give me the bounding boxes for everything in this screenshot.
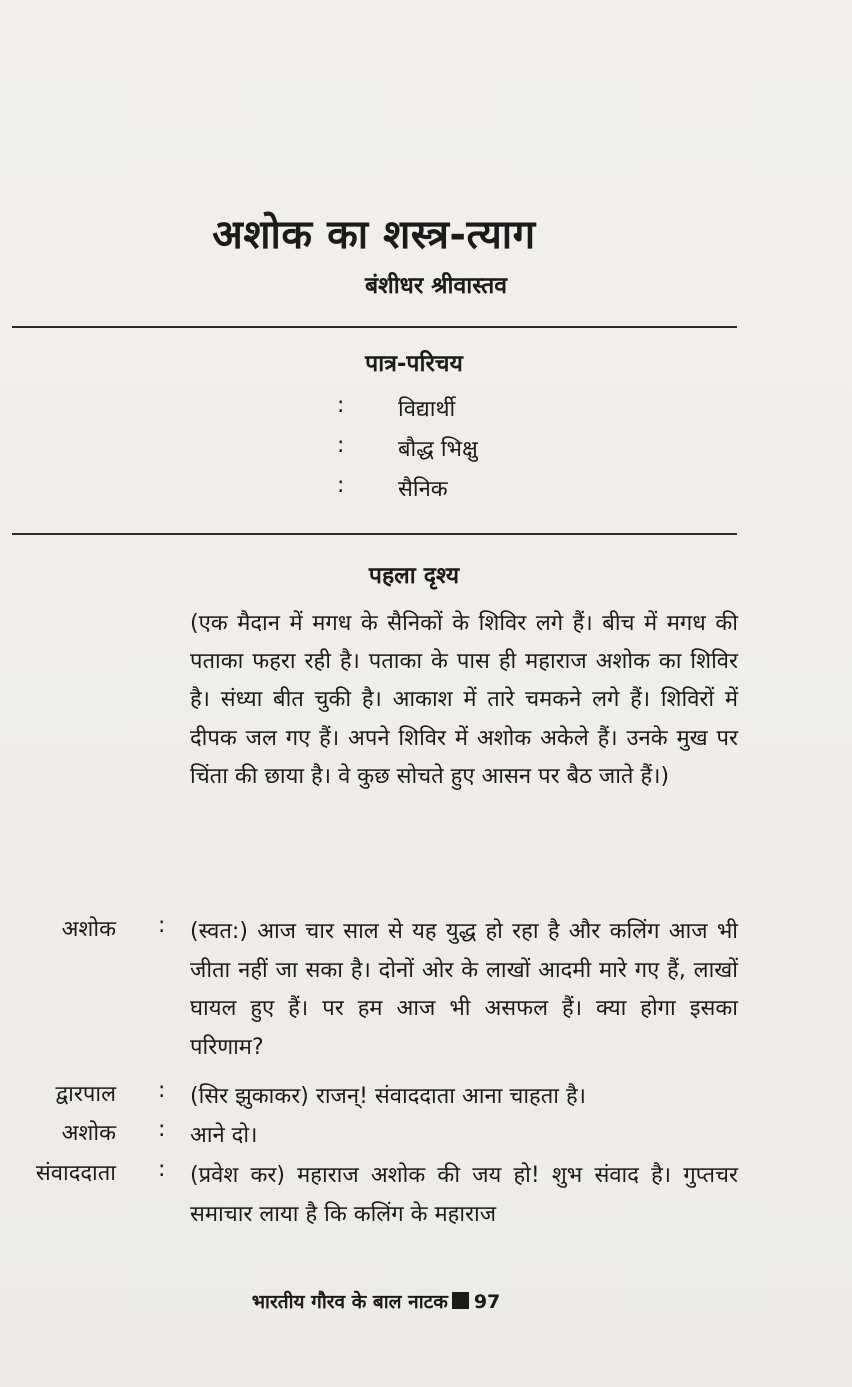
speaker-name: अशोक — [61, 917, 116, 942]
cast-separator: : — [337, 473, 345, 498]
middle-divider — [12, 533, 737, 535]
page-footer — [0, 1288, 802, 1314]
scene-heading: पहला दृश्य — [368, 563, 460, 589]
play-title: अशोक का शस्त्र-त्याग — [212, 212, 536, 258]
cast-heading: पात्र-परिचय — [365, 351, 463, 377]
speaker-name: अशोक — [61, 1121, 116, 1146]
author-name: बंशीधर श्रीवास्तव — [364, 273, 508, 299]
speaker-name: द्वारपाल — [55, 1082, 116, 1107]
top-divider — [12, 326, 737, 328]
page-number: 97 — [473, 1291, 501, 1313]
square-bullet-icon — [452, 1292, 469, 1309]
dialogue-text: (सिर झुकाकर) राजन्! संवाददाता आना चाहता है। — [190, 1084, 586, 1109]
book-title: भारतीय गौरव के बाल नाटक — [251, 1291, 448, 1313]
dialogue-separator: : — [158, 1078, 166, 1103]
dialogue-text: आने दो। — [190, 1123, 258, 1148]
dialogue-text: (प्रवेश कर) महाराज अशोक की जय हो! शुभ संवाद है। गुप्तचर समाचार लाया है कि कलिंग के महाराज — [190, 1163, 738, 1227]
speaker-name: संवाददाता — [35, 1161, 116, 1186]
dialogue-separator: : — [158, 913, 166, 938]
cast-description: सैनिक — [398, 477, 448, 502]
cast-separator: : — [337, 433, 345, 458]
stage-direction: (एक मैदान में मगध के सैनिकों के शिविर लगे हैं। बीच में मगध की पताका फहरा रही है। पताका के पास ही महाराज अशोक का शिविर है। संध्या बीत चुकी है। आकाश में तारे चमकने लगे हैं। शिविरों में दीपक जल गए हैं। अपने शिविर में अशोक अकेले हैं। उनके मुख पर चिंता की छाया है। वे कुछ सोचते हुए आसन पर बैठ जाते हैं।) — [190, 611, 738, 789]
cast-description: बौद्ध भिक्षु — [398, 437, 478, 462]
cast-separator: : — [337, 393, 345, 418]
dialogue-text: (स्वत:) आज चार साल से यह युद्ध हो रहा है और कलिंग आज भी जीता नहीं जा सका है। दोनों ओर के लाखों आदमी मारे गए हैं, लाखों घायल हुए हैं। पर हम आज भी असफल हैं। क्या होगा इसका परिणाम? — [190, 919, 738, 1060]
dialogue-separator: : — [158, 1157, 166, 1182]
dialogue-separator: : — [158, 1117, 166, 1142]
cast-description: विद्यार्थी — [398, 397, 456, 422]
